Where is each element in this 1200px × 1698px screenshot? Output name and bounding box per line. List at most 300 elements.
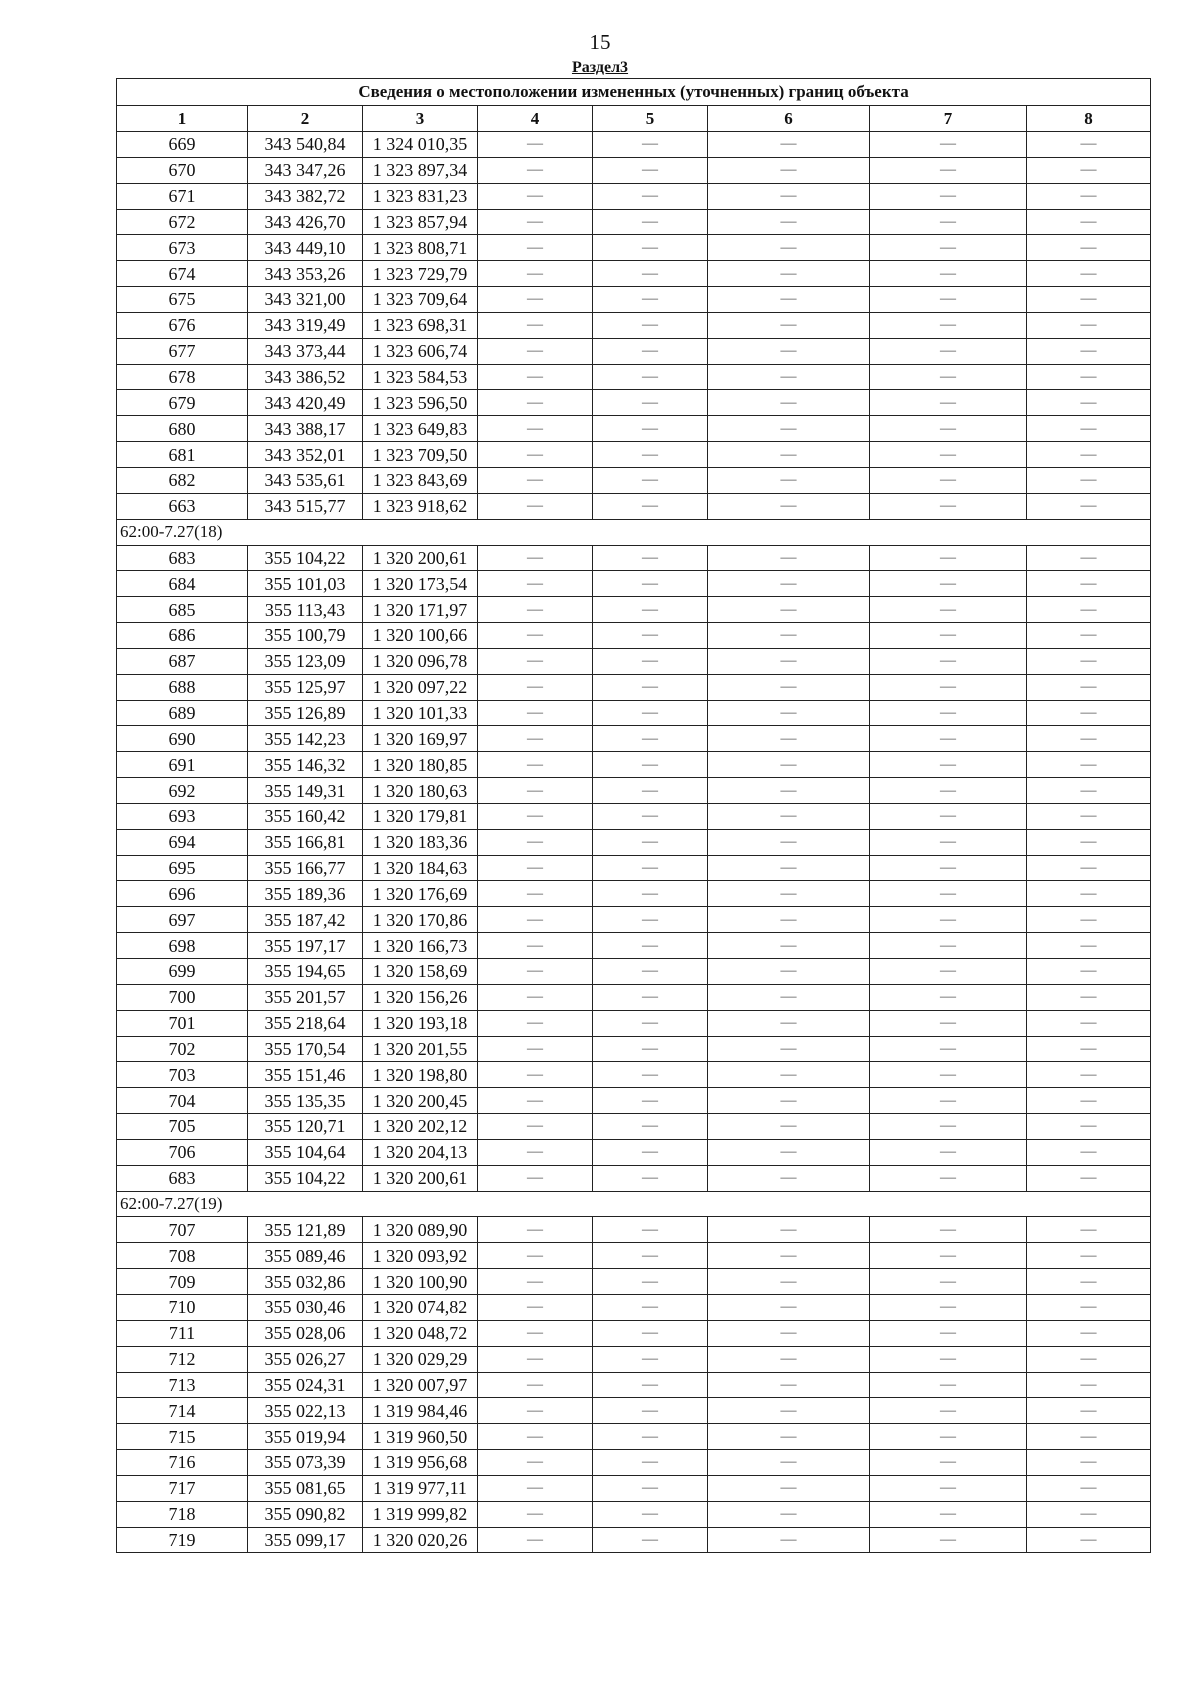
x-coordinate-cell: 343 319,49 bbox=[248, 312, 363, 338]
empty-value-cell: — bbox=[708, 674, 870, 700]
column-number: 8 bbox=[1027, 106, 1151, 132]
x-coordinate-cell: 355 032,86 bbox=[248, 1269, 363, 1295]
empty-value-cell: — bbox=[708, 209, 870, 235]
empty-value-cell: — bbox=[478, 1217, 593, 1243]
empty-value-cell: — bbox=[870, 1243, 1027, 1269]
empty-value-cell: — bbox=[593, 1475, 708, 1501]
empty-value-cell: — bbox=[708, 1062, 870, 1088]
empty-value-cell: — bbox=[1027, 571, 1151, 597]
empty-value-cell: — bbox=[1027, 1062, 1151, 1088]
x-coordinate-cell: 355 160,42 bbox=[248, 803, 363, 829]
y-coordinate-cell: 1 323 596,50 bbox=[363, 390, 478, 416]
empty-value-cell: — bbox=[708, 261, 870, 287]
empty-value-cell: — bbox=[870, 1217, 1027, 1243]
point-id-cell: 703 bbox=[117, 1062, 248, 1088]
table-row bbox=[117, 364, 1151, 390]
empty-value-cell: — bbox=[593, 907, 708, 933]
empty-value-cell: — bbox=[478, 545, 593, 571]
point-id-cell: 674 bbox=[117, 261, 248, 287]
empty-value-cell: — bbox=[593, 623, 708, 649]
empty-value-cell: — bbox=[870, 1424, 1027, 1450]
empty-value-cell: — bbox=[708, 1139, 870, 1165]
empty-value-cell: — bbox=[870, 803, 1027, 829]
empty-value-cell: — bbox=[1027, 984, 1151, 1010]
point-id-cell: 684 bbox=[117, 571, 248, 597]
empty-value-cell: — bbox=[1027, 1450, 1151, 1476]
empty-value-cell: — bbox=[478, 1243, 593, 1269]
empty-value-cell: — bbox=[1027, 959, 1151, 985]
empty-value-cell: — bbox=[478, 390, 593, 416]
empty-value-cell: — bbox=[478, 235, 593, 261]
table-row bbox=[117, 597, 1151, 623]
x-coordinate-cell: 355 026,27 bbox=[248, 1346, 363, 1372]
x-coordinate-cell: 343 347,26 bbox=[248, 157, 363, 183]
x-coordinate-cell: 343 373,44 bbox=[248, 338, 363, 364]
empty-value-cell: — bbox=[1027, 1372, 1151, 1398]
empty-value-cell: — bbox=[593, 752, 708, 778]
y-coordinate-cell: 1 319 999,82 bbox=[363, 1501, 478, 1527]
empty-value-cell: — bbox=[708, 1243, 870, 1269]
point-id-cell: 672 bbox=[117, 209, 248, 235]
y-coordinate-cell: 1 320 158,69 bbox=[363, 959, 478, 985]
table-row bbox=[117, 1062, 1151, 1088]
empty-value-cell: — bbox=[478, 132, 593, 158]
x-coordinate-cell: 343 321,00 bbox=[248, 287, 363, 313]
empty-value-cell: — bbox=[593, 1501, 708, 1527]
empty-value-cell: — bbox=[478, 1424, 593, 1450]
y-coordinate-cell: 1 320 179,81 bbox=[363, 803, 478, 829]
empty-value-cell: — bbox=[870, 778, 1027, 804]
empty-value-cell: — bbox=[1027, 312, 1151, 338]
empty-value-cell: — bbox=[593, 416, 708, 442]
empty-value-cell: — bbox=[870, 416, 1027, 442]
point-id-cell: 698 bbox=[117, 933, 248, 959]
x-coordinate-cell: 355 166,77 bbox=[248, 855, 363, 881]
table-row bbox=[117, 829, 1151, 855]
x-coordinate-cell: 343 420,49 bbox=[248, 390, 363, 416]
empty-value-cell: — bbox=[708, 959, 870, 985]
table-caption: Сведения о местоположении измененных (уточненных) границ объекта bbox=[117, 79, 1151, 106]
x-coordinate-cell: 355 142,23 bbox=[248, 726, 363, 752]
empty-value-cell: — bbox=[1027, 1114, 1151, 1140]
empty-value-cell: — bbox=[478, 1294, 593, 1320]
table-row bbox=[117, 855, 1151, 881]
empty-value-cell: — bbox=[708, 364, 870, 390]
empty-value-cell: — bbox=[1027, 1165, 1151, 1191]
x-coordinate-cell: 355 024,31 bbox=[248, 1372, 363, 1398]
point-id-cell: 680 bbox=[117, 416, 248, 442]
empty-value-cell: — bbox=[708, 1165, 870, 1191]
table-row bbox=[117, 1475, 1151, 1501]
empty-value-cell: — bbox=[870, 1346, 1027, 1372]
point-id-cell: 713 bbox=[117, 1372, 248, 1398]
empty-value-cell: — bbox=[708, 778, 870, 804]
empty-value-cell: — bbox=[593, 157, 708, 183]
empty-value-cell: — bbox=[870, 1398, 1027, 1424]
empty-value-cell: — bbox=[593, 467, 708, 493]
empty-value-cell: — bbox=[593, 700, 708, 726]
table-row bbox=[117, 1165, 1151, 1191]
x-coordinate-cell: 343 386,52 bbox=[248, 364, 363, 390]
empty-value-cell: — bbox=[593, 803, 708, 829]
empty-value-cell: — bbox=[1027, 545, 1151, 571]
empty-value-cell: — bbox=[870, 442, 1027, 468]
empty-value-cell: — bbox=[593, 1114, 708, 1140]
empty-value-cell: — bbox=[1027, 1346, 1151, 1372]
empty-value-cell: — bbox=[708, 571, 870, 597]
point-id-cell: 697 bbox=[117, 907, 248, 933]
y-coordinate-cell: 1 320 171,97 bbox=[363, 597, 478, 623]
empty-value-cell: — bbox=[708, 287, 870, 313]
empty-value-cell: — bbox=[478, 312, 593, 338]
point-id-cell: 716 bbox=[117, 1450, 248, 1476]
table-row bbox=[117, 907, 1151, 933]
x-coordinate-cell: 355 146,32 bbox=[248, 752, 363, 778]
empty-value-cell: — bbox=[1027, 416, 1151, 442]
empty-value-cell: — bbox=[1027, 1424, 1151, 1450]
x-coordinate-cell: 355 151,46 bbox=[248, 1062, 363, 1088]
point-id-cell: 678 bbox=[117, 364, 248, 390]
empty-value-cell: — bbox=[1027, 209, 1151, 235]
table-row bbox=[117, 545, 1151, 571]
table-row bbox=[117, 700, 1151, 726]
empty-value-cell: — bbox=[870, 209, 1027, 235]
empty-value-cell: — bbox=[478, 1320, 593, 1346]
table-row bbox=[117, 338, 1151, 364]
empty-value-cell: — bbox=[1027, 933, 1151, 959]
y-coordinate-cell: 1 323 606,74 bbox=[363, 338, 478, 364]
empty-value-cell: — bbox=[708, 493, 870, 519]
coordinates-table bbox=[116, 78, 1151, 1553]
empty-value-cell: — bbox=[708, 752, 870, 778]
empty-value-cell: — bbox=[708, 1294, 870, 1320]
empty-value-cell: — bbox=[593, 984, 708, 1010]
empty-value-cell: — bbox=[593, 132, 708, 158]
empty-value-cell: — bbox=[1027, 700, 1151, 726]
y-coordinate-cell: 1 323 649,83 bbox=[363, 416, 478, 442]
empty-value-cell: — bbox=[478, 726, 593, 752]
y-coordinate-cell: 1 320 204,13 bbox=[363, 1139, 478, 1165]
empty-value-cell: — bbox=[870, 881, 1027, 907]
table-row bbox=[117, 1346, 1151, 1372]
point-id-cell: 677 bbox=[117, 338, 248, 364]
x-coordinate-cell: 355 120,71 bbox=[248, 1114, 363, 1140]
empty-value-cell: — bbox=[478, 571, 593, 597]
empty-value-cell: — bbox=[478, 1062, 593, 1088]
empty-value-cell: — bbox=[870, 493, 1027, 519]
empty-value-cell: — bbox=[478, 1475, 593, 1501]
y-coordinate-cell: 1 319 977,11 bbox=[363, 1475, 478, 1501]
table-row bbox=[117, 1294, 1151, 1320]
empty-value-cell: — bbox=[593, 1062, 708, 1088]
empty-value-cell: — bbox=[1027, 1294, 1151, 1320]
empty-value-cell: — bbox=[478, 442, 593, 468]
x-coordinate-cell: 343 426,70 bbox=[248, 209, 363, 235]
empty-value-cell: — bbox=[870, 1501, 1027, 1527]
y-coordinate-cell: 1 323 857,94 bbox=[363, 209, 478, 235]
empty-value-cell: — bbox=[593, 287, 708, 313]
empty-value-cell: — bbox=[1027, 1139, 1151, 1165]
point-id-cell: 683 bbox=[117, 545, 248, 571]
y-coordinate-cell: 1 323 897,34 bbox=[363, 157, 478, 183]
y-coordinate-cell: 1 320 100,66 bbox=[363, 623, 478, 649]
column-number: 5 bbox=[593, 106, 708, 132]
empty-value-cell: — bbox=[478, 855, 593, 881]
empty-value-cell: — bbox=[478, 261, 593, 287]
empty-value-cell: — bbox=[870, 1062, 1027, 1088]
x-coordinate-cell: 343 540,84 bbox=[248, 132, 363, 158]
empty-value-cell: — bbox=[870, 984, 1027, 1010]
x-coordinate-cell: 355 201,57 bbox=[248, 984, 363, 1010]
y-coordinate-cell: 1 323 808,71 bbox=[363, 235, 478, 261]
empty-value-cell: — bbox=[1027, 726, 1151, 752]
empty-value-cell: — bbox=[708, 338, 870, 364]
x-coordinate-cell: 343 388,17 bbox=[248, 416, 363, 442]
point-id-cell: 719 bbox=[117, 1527, 248, 1553]
empty-value-cell: — bbox=[593, 597, 708, 623]
point-id-cell: 712 bbox=[117, 1346, 248, 1372]
section-title: Раздел3 bbox=[571, 59, 629, 76]
empty-value-cell: — bbox=[870, 648, 1027, 674]
x-coordinate-cell: 355 089,46 bbox=[248, 1243, 363, 1269]
point-id-cell: 696 bbox=[117, 881, 248, 907]
column-number: 1 bbox=[117, 106, 248, 132]
table-row bbox=[117, 648, 1151, 674]
empty-value-cell: — bbox=[478, 778, 593, 804]
empty-value-cell: — bbox=[1027, 1010, 1151, 1036]
y-coordinate-cell: 1 320 097,22 bbox=[363, 674, 478, 700]
y-coordinate-cell: 1 320 048,72 bbox=[363, 1320, 478, 1346]
point-id-cell: 718 bbox=[117, 1501, 248, 1527]
empty-value-cell: — bbox=[593, 1424, 708, 1450]
empty-value-cell: — bbox=[478, 829, 593, 855]
y-coordinate-cell: 1 320 166,73 bbox=[363, 933, 478, 959]
empty-value-cell: — bbox=[593, 545, 708, 571]
empty-value-cell: — bbox=[708, 1475, 870, 1501]
empty-value-cell: — bbox=[593, 1320, 708, 1346]
empty-value-cell: — bbox=[478, 1450, 593, 1476]
empty-value-cell: — bbox=[870, 1165, 1027, 1191]
point-id-cell: 699 bbox=[117, 959, 248, 985]
empty-value-cell: — bbox=[478, 1165, 593, 1191]
y-coordinate-cell: 1 323 709,50 bbox=[363, 442, 478, 468]
table-caption-row bbox=[117, 79, 1151, 106]
y-coordinate-cell: 1 320 202,12 bbox=[363, 1114, 478, 1140]
x-coordinate-cell: 343 515,77 bbox=[248, 493, 363, 519]
point-id-cell: 694 bbox=[117, 829, 248, 855]
y-coordinate-cell: 1 323 918,62 bbox=[363, 493, 478, 519]
column-number: 4 bbox=[478, 106, 593, 132]
table-row bbox=[117, 416, 1151, 442]
y-coordinate-cell: 1 320 180,63 bbox=[363, 778, 478, 804]
table-row bbox=[117, 752, 1151, 778]
point-id-cell: 717 bbox=[117, 1475, 248, 1501]
empty-value-cell: — bbox=[708, 907, 870, 933]
empty-value-cell: — bbox=[593, 1088, 708, 1114]
empty-value-cell: — bbox=[708, 183, 870, 209]
empty-value-cell: — bbox=[870, 1010, 1027, 1036]
y-coordinate-cell: 1 320 089,90 bbox=[363, 1217, 478, 1243]
empty-value-cell: — bbox=[1027, 287, 1151, 313]
table-row bbox=[117, 623, 1151, 649]
empty-value-cell: — bbox=[870, 959, 1027, 985]
empty-value-cell: — bbox=[593, 1165, 708, 1191]
table-row bbox=[117, 959, 1151, 985]
table-row bbox=[117, 467, 1151, 493]
point-id-cell: 693 bbox=[117, 803, 248, 829]
empty-value-cell: — bbox=[593, 571, 708, 597]
y-coordinate-cell: 1 320 074,82 bbox=[363, 1294, 478, 1320]
empty-value-cell: — bbox=[478, 623, 593, 649]
empty-value-cell: — bbox=[870, 312, 1027, 338]
x-coordinate-cell: 355 104,22 bbox=[248, 1165, 363, 1191]
empty-value-cell: — bbox=[1027, 1217, 1151, 1243]
empty-value-cell: — bbox=[1027, 157, 1151, 183]
y-coordinate-cell: 1 320 198,80 bbox=[363, 1062, 478, 1088]
empty-value-cell: — bbox=[1027, 261, 1151, 287]
empty-value-cell: — bbox=[478, 700, 593, 726]
empty-value-cell: — bbox=[593, 778, 708, 804]
empty-value-cell: — bbox=[1027, 1269, 1151, 1295]
point-id-cell: 663 bbox=[117, 493, 248, 519]
empty-value-cell: — bbox=[478, 1088, 593, 1114]
x-coordinate-cell: 355 099,17 bbox=[248, 1527, 363, 1553]
empty-value-cell: — bbox=[1027, 752, 1151, 778]
table-row bbox=[117, 571, 1151, 597]
empty-value-cell: — bbox=[1027, 1320, 1151, 1346]
x-coordinate-cell: 355 218,64 bbox=[248, 1010, 363, 1036]
empty-value-cell: — bbox=[478, 803, 593, 829]
empty-value-cell: — bbox=[478, 1527, 593, 1553]
empty-value-cell: — bbox=[708, 1036, 870, 1062]
empty-value-cell: — bbox=[708, 700, 870, 726]
empty-value-cell: — bbox=[1027, 674, 1151, 700]
empty-value-cell: — bbox=[1027, 778, 1151, 804]
empty-value-cell: — bbox=[870, 1294, 1027, 1320]
point-id-cell: 702 bbox=[117, 1036, 248, 1062]
y-coordinate-cell: 1 323 831,23 bbox=[363, 183, 478, 209]
empty-value-cell: — bbox=[1027, 803, 1151, 829]
empty-value-cell: — bbox=[593, 1527, 708, 1553]
empty-value-cell: — bbox=[708, 467, 870, 493]
empty-value-cell: — bbox=[708, 390, 870, 416]
empty-value-cell: — bbox=[478, 1139, 593, 1165]
table-row bbox=[117, 1114, 1151, 1140]
empty-value-cell: — bbox=[870, 261, 1027, 287]
y-coordinate-cell: 1 320 093,92 bbox=[363, 1243, 478, 1269]
empty-value-cell: — bbox=[708, 442, 870, 468]
empty-value-cell: — bbox=[1027, 881, 1151, 907]
point-id-cell: 669 bbox=[117, 132, 248, 158]
table-row bbox=[117, 1527, 1151, 1553]
x-coordinate-cell: 355 166,81 bbox=[248, 829, 363, 855]
table-row bbox=[117, 157, 1151, 183]
empty-value-cell: — bbox=[870, 933, 1027, 959]
empty-value-cell: — bbox=[708, 1269, 870, 1295]
table-row bbox=[117, 209, 1151, 235]
y-coordinate-cell: 1 323 709,64 bbox=[363, 287, 478, 313]
empty-value-cell: — bbox=[478, 338, 593, 364]
empty-value-cell: — bbox=[870, 1320, 1027, 1346]
empty-value-cell: — bbox=[1027, 597, 1151, 623]
empty-value-cell: — bbox=[478, 1269, 593, 1295]
y-coordinate-cell: 1 320 100,90 bbox=[363, 1269, 478, 1295]
empty-value-cell: — bbox=[478, 933, 593, 959]
y-coordinate-cell: 1 320 193,18 bbox=[363, 1010, 478, 1036]
point-id-cell: 695 bbox=[117, 855, 248, 881]
table-row bbox=[117, 390, 1151, 416]
point-id-cell: 683 bbox=[117, 1165, 248, 1191]
empty-value-cell: — bbox=[478, 1372, 593, 1398]
empty-value-cell: — bbox=[708, 881, 870, 907]
empty-value-cell: — bbox=[593, 933, 708, 959]
table-row bbox=[117, 881, 1151, 907]
table-row bbox=[117, 984, 1151, 1010]
empty-value-cell: — bbox=[1027, 1475, 1151, 1501]
table-row bbox=[117, 287, 1151, 313]
empty-value-cell: — bbox=[593, 829, 708, 855]
empty-value-cell: — bbox=[593, 726, 708, 752]
empty-value-cell: — bbox=[478, 1501, 593, 1527]
empty-value-cell: — bbox=[1027, 183, 1151, 209]
x-coordinate-cell: 355 022,13 bbox=[248, 1398, 363, 1424]
table-row bbox=[117, 1243, 1151, 1269]
point-id-cell: 700 bbox=[117, 984, 248, 1010]
x-coordinate-cell: 355 081,65 bbox=[248, 1475, 363, 1501]
point-id-cell: 687 bbox=[117, 648, 248, 674]
table-row bbox=[117, 1036, 1151, 1062]
point-id-cell: 707 bbox=[117, 1217, 248, 1243]
table-row bbox=[117, 1269, 1151, 1295]
point-id-cell: 671 bbox=[117, 183, 248, 209]
x-coordinate-cell: 343 352,01 bbox=[248, 442, 363, 468]
empty-value-cell: — bbox=[478, 881, 593, 907]
x-coordinate-cell: 343 382,72 bbox=[248, 183, 363, 209]
column-number: 2 bbox=[248, 106, 363, 132]
empty-value-cell: — bbox=[478, 1114, 593, 1140]
empty-value-cell: — bbox=[478, 959, 593, 985]
x-coordinate-cell: 355 090,82 bbox=[248, 1501, 363, 1527]
x-coordinate-cell: 355 073,39 bbox=[248, 1450, 363, 1476]
empty-value-cell: — bbox=[1027, 829, 1151, 855]
empty-value-cell: — bbox=[1027, 338, 1151, 364]
table-row bbox=[117, 1372, 1151, 1398]
empty-value-cell: — bbox=[593, 1398, 708, 1424]
empty-value-cell: — bbox=[593, 183, 708, 209]
empty-value-cell: — bbox=[478, 493, 593, 519]
point-id-cell: 686 bbox=[117, 623, 248, 649]
y-coordinate-cell: 1 320 101,33 bbox=[363, 700, 478, 726]
x-coordinate-cell: 355 126,89 bbox=[248, 700, 363, 726]
empty-value-cell: — bbox=[593, 493, 708, 519]
empty-value-cell: — bbox=[870, 390, 1027, 416]
point-id-cell: 676 bbox=[117, 312, 248, 338]
empty-value-cell: — bbox=[708, 157, 870, 183]
empty-value-cell: — bbox=[1027, 1398, 1151, 1424]
x-coordinate-cell: 355 123,09 bbox=[248, 648, 363, 674]
empty-value-cell: — bbox=[478, 674, 593, 700]
point-id-cell: 685 bbox=[117, 597, 248, 623]
point-id-cell: 708 bbox=[117, 1243, 248, 1269]
y-coordinate-cell: 1 320 200,45 bbox=[363, 1088, 478, 1114]
table-row bbox=[117, 1320, 1151, 1346]
empty-value-cell: — bbox=[593, 442, 708, 468]
empty-value-cell: — bbox=[870, 1475, 1027, 1501]
empty-value-cell: — bbox=[1027, 132, 1151, 158]
x-coordinate-cell: 355 104,64 bbox=[248, 1139, 363, 1165]
table-row bbox=[117, 493, 1151, 519]
table-row bbox=[117, 1450, 1151, 1476]
